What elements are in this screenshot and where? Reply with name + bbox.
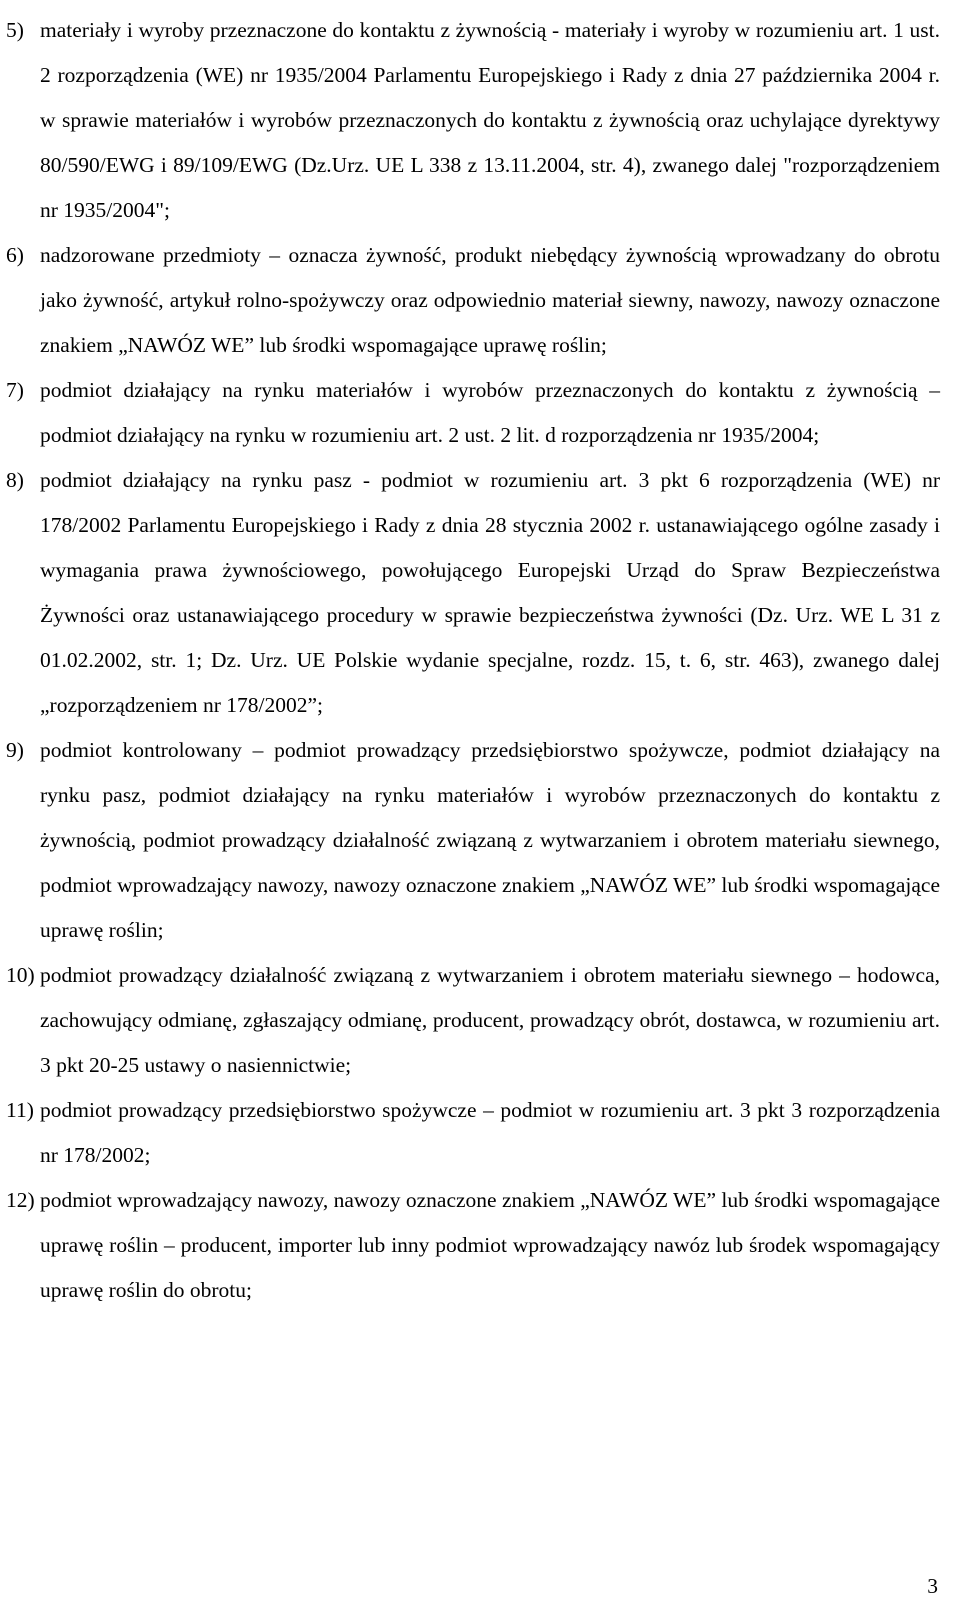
item-number: 8) [6, 468, 24, 492]
definitions-list [6, 8, 940, 1313]
list-item [6, 1178, 940, 1313]
item-number: 5) [6, 18, 24, 42]
item-text: podmiot prowadzący przedsiębiorstwo spożywcze – podmiot w rozumieniu art. 3 pkt 3 rozporządzenia nr 178/2002; [40, 1098, 940, 1167]
item-text: podmiot działający na rynku materiałów i wyrobów przeznaczonych do kontaktu z żywnością – podmiot działający na rynku w rozumieniu art. 2 ust. 2 lit. d rozporządzenia nr 1935/2004; [40, 378, 940, 447]
list-item [6, 8, 940, 233]
list-item [6, 458, 940, 728]
item-number: 12) [6, 1188, 35, 1212]
list-item [6, 233, 940, 368]
item-text: podmiot prowadzący działalność związaną z wytwarzaniem i obrotem materiału siewnego – hodowca, zachowujący odmianę, zgłaszający odmianę, producent, prowadzący obrót, dostawca, w rozumieniu art. 3 pkt 20-25 ustawy o nasiennictwie; [40, 963, 940, 1077]
page-number: 3 [927, 1574, 938, 1598]
item-text: nadzorowane przedmioty – oznacza żywność, produkt niebędący żywnością wprowadzany do obrotu jako żywność, artykuł rolno-spożywczy oraz odpowiednio materiał siewny, nawozy, nawozy oznaczone znakiem „NAWÓZ WE” lub środki wspomagające uprawę roślin; [40, 243, 940, 357]
list-item [6, 368, 940, 458]
list-item [6, 728, 940, 953]
item-text: materiały i wyroby przeznaczone do kontaktu z żywnością - materiały i wyroby w rozumieniu art. 1 ust. 2 rozporządzenia (WE) nr 1935/2004 Parlamentu Europejskiego i Rady z dnia 27 października 2004 r. w sprawie materiałów i wyrobów przeznaczonych do kontaktu z żywnością oraz uchylające dyrektywy 80/590/EWG i 89/109/EWG (Dz.Urz. UE L 338 z 13.11.2004, str. 4), zwanego dalej "rozporządzeniem nr 1935/2004"; [40, 18, 940, 222]
item-number: 10) [6, 963, 35, 987]
item-number: 7) [6, 378, 24, 402]
list-item [6, 953, 940, 1088]
item-text: podmiot działający na rynku pasz - podmiot w rozumieniu art. 3 pkt 6 rozporządzenia (WE) nr 178/2002 Parlamentu Europejskiego i Rady z dnia 28 stycznia 2002 r. ustanawiającego ogólne zasady i wymagania prawa żywnościowego, powołującego Europejski Urząd do Spraw Bezpieczeństwa Żywności oraz ustanawiającego procedury w sprawie bezpieczeństwa żywności (Dz. Urz. WE L 31 z 01.02.2002, str. 1; Dz. Urz. UE Polskie wydanie specjalne, rozdz. 15, t. 6, str. 463), zwanego dalej „rozporządzeniem nr 178/2002”; [40, 468, 940, 717]
item-text: podmiot kontrolowany – podmiot prowadzący przedsiębiorstwo spożywcze, podmiot działający na rynku pasz, podmiot działający na rynku materiałów i wyrobów przeznaczonych do kontaktu z żywnością, podmiot prowadzący działalność związaną z wytwarzaniem i obrotem materiału siewnego, podmiot wprowadzający nawozy, nawozy oznaczone znakiem „NAWÓZ WE” lub środki wspomagające uprawę roślin; [40, 738, 940, 942]
item-number: 11) [6, 1098, 34, 1122]
item-number: 6) [6, 243, 24, 267]
item-number: 9) [6, 738, 24, 762]
list-item [6, 1088, 940, 1178]
item-text: podmiot wprowadzający nawozy, nawozy oznaczone znakiem „NAWÓZ WE” lub środki wspomagające uprawę roślin – producent, importer lub inny podmiot wprowadzający nawóz lub środek wspomagający uprawę roślin do obrotu; [40, 1188, 940, 1302]
